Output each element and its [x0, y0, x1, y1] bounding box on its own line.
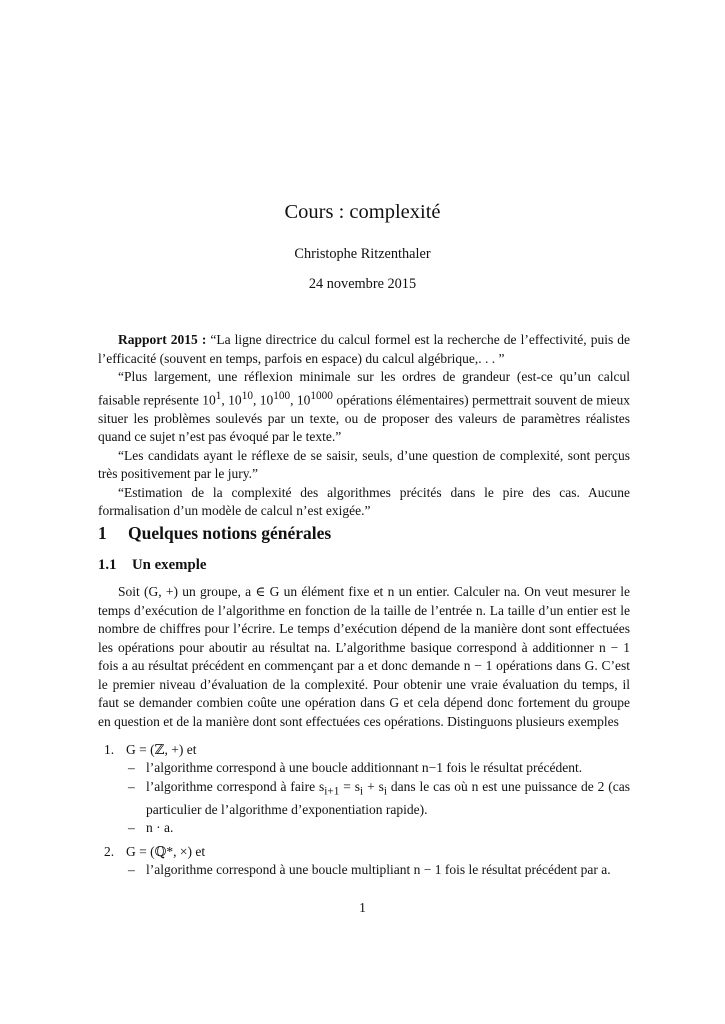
- rapport-block: [98, 331, 630, 521]
- sub-item: – l’algorithme correspond à une boucle additionnant n−1 fois le résultat précédent.: [126, 759, 630, 777]
- section-title: Quelques notions générales: [128, 523, 332, 543]
- dash-marker: –: [128, 819, 135, 835]
- section-number: 1: [98, 523, 107, 543]
- example-list: [98, 741, 630, 880]
- dash-marker: –: [128, 862, 135, 878]
- body-paragraph: Soit (G, +) un groupe, a ∈ G un élément fixe et n un entier. Calculer na. On veut mesurer le temps d’exécution de l’algorithme en fonction de la taille de l’entrée n. La taille d’un entier est le nombre de chiffres pour l’écrire. Le temps d’exécution dépend de la manière dont sont effectuées les opérations pour aboutir au résultat na. L’algorithme basique correspond à additionner n − 1 fois a au résultat précédent en commençant par a et donc demande n − 1 opérations dans G. C’est le premier niveau d’évaluation de la complexité. Pour obtenir une vraie évaluation du temps, il faut se demander combien coûte une opération dans G et cela dépend donc fortement du groupe en question et de la manière dont sont effectuées ces opérations. Distinguons plusieurs exemples: [98, 584, 630, 729]
- rapport-paragraph-4: “Estimation de la complexité des algorithmes précités dans le pire des cas. Aucune formalisation d’un modèle de calcul n’est exigée.”: [98, 484, 630, 518]
- subsection-heading: [98, 557, 206, 574]
- list-item: [98, 741, 630, 837]
- rapport-paragraph-2: “Plus largement, une réflexion minimale sur les ordres de grandeur (est-ce qu’un calcul faisable représente $10^1$, $10^{10}$, $10^{100}$, $10^{1000}$ opérations élémentaires) permettrait souvent de mieux situer les problèmes soulevés par un texte, ou de proposer des valeurs de paramètres réalistes quand ce sujet n’est pas évoqué par le texte.”: [98, 369, 631, 444]
- body-block: [98, 583, 630, 731]
- dash-marker: –: [128, 760, 135, 776]
- document-author: Christophe Ritzenthaler: [294, 246, 431, 262]
- rapport-paragraph-1: Rapport 2015 : “La ligne directrice du calcul formel est la recherche de l’effectivité, puis de l’efficacité (souvent en temps, parfois en espace) du calcul algébrique,. . . ”: [98, 332, 630, 366]
- document-title: Cours : complexité: [284, 201, 441, 223]
- list-item: [98, 843, 630, 880]
- list-marker: 1.: [104, 742, 115, 757]
- rapport-label: Rapport 2015 :: [118, 332, 207, 347]
- sub-item: – l’algorithme correspond à une boucle multipliant n − 1 fois le résultat précédent par a.: [126, 861, 630, 879]
- dash-marker: –: [128, 778, 135, 794]
- section-heading: [98, 523, 331, 544]
- subsection-title: Un exemple: [132, 557, 207, 573]
- rapport-paragraph-3: “Les candidats ayant le réflexe de se saisir, seuls, d’une question de complexité, sont perçus très positivement par le jury.”: [98, 447, 630, 481]
- document-date: 24 novembre 2015: [308, 276, 417, 292]
- list-marker: 2.: [104, 844, 115, 860]
- sub-item: – l’algorithme correspond à faire $s_{i+1} = s_i + s_i$ dans le cas où n est une puissance de 2 (cas particulier de l’algorithme d’exponentiation rapide).: [128, 778, 630, 817]
- list-item-head: G = (ℤ, +) et: [126, 742, 197, 757]
- page-number: 1: [359, 900, 366, 915]
- list-item-head: G = (ℚ*, ×) et: [126, 844, 206, 860]
- sub-item: – n · a.: [126, 819, 630, 837]
- subsection-number: 1.1: [98, 557, 117, 573]
